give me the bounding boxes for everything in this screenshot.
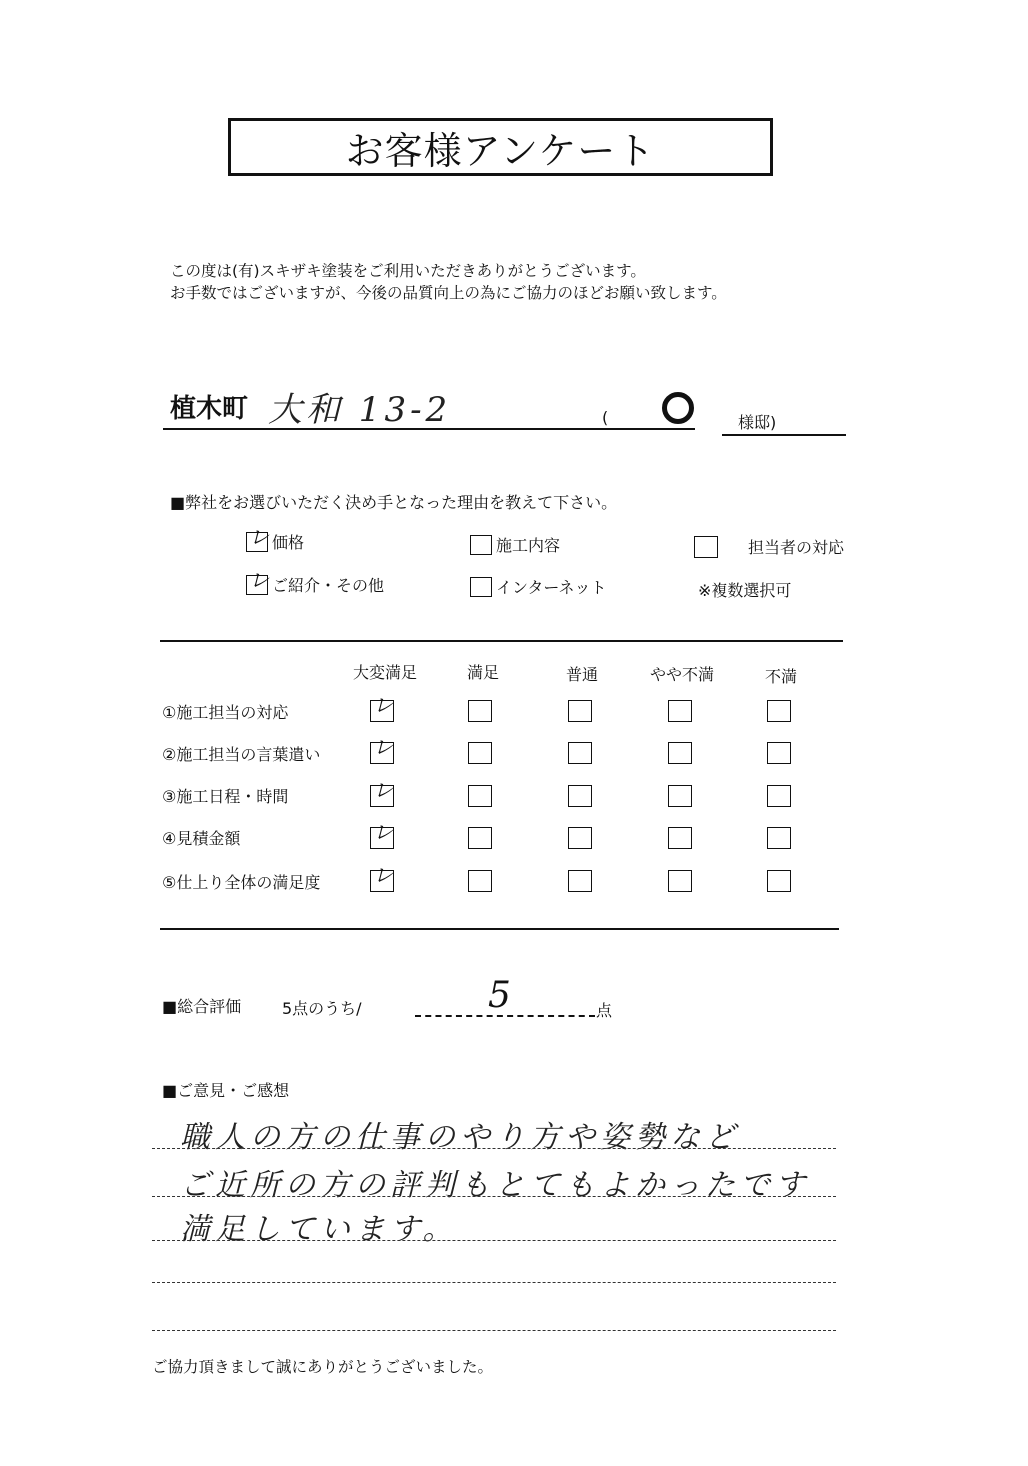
satisfaction-checkbox[interactable]: [668, 785, 692, 807]
survey-title: お客様アンケート: [228, 118, 773, 176]
satisfaction-checkbox[interactable]: [568, 785, 592, 807]
reason-option-internet[interactable]: [470, 575, 607, 598]
reason-option-price[interactable]: [246, 524, 305, 553]
satisfaction-checkbox[interactable]: [568, 742, 592, 764]
satisfaction-checkbox[interactable]: [370, 863, 394, 892]
address-handwritten[interactable]: 大和 13-2: [268, 390, 452, 430]
satisfaction-checkbox[interactable]: [468, 700, 492, 722]
satisfaction-checkbox[interactable]: [767, 700, 791, 722]
reasons-heading: ■弊社をお選びいただく決め手となった理由を教えて下さい。: [170, 493, 618, 512]
check-mark: レ: [373, 863, 393, 887]
comment-rule-3: [152, 1240, 836, 1241]
comment-line-2[interactable]: ご近所の方の評判もとてもよかったです: [180, 1168, 810, 1203]
satisfaction-checkbox[interactable]: [668, 700, 692, 722]
satisfaction-checkbox[interactable]: [668, 742, 692, 764]
thank-you-footer: ご協力頂きまして誠にありがとうございました。: [152, 1358, 494, 1376]
check-mark: レ: [373, 820, 393, 844]
name-paren-open: (: [602, 408, 609, 427]
row-label-finish: ⑤仕上り全体の満足度: [162, 873, 321, 892]
satisfaction-checkbox[interactable]: [568, 827, 592, 849]
satisfaction-checkbox[interactable]: [767, 870, 791, 892]
comment-rule-4: [152, 1282, 836, 1283]
row-label-staff-language: ②施工担当の言葉遣い: [162, 745, 321, 764]
reason-option-staff[interactable]: [694, 535, 844, 558]
satisfaction-checkbox[interactable]: [568, 870, 592, 892]
reason-option-referral[interactable]: [246, 567, 385, 596]
reason-checkbox-price[interactable]: [246, 524, 269, 552]
name-suffix: 様邸): [738, 413, 777, 432]
satisfaction-checkbox[interactable]: [668, 827, 692, 849]
overall-scale: 5点のうち/: [282, 999, 362, 1018]
comment-rule-5: [152, 1330, 836, 1331]
row-label-estimate: ④見積金額: [162, 829, 241, 848]
name-suffix-underline: [722, 434, 846, 436]
comment-line-1[interactable]: 職人の方の仕事のやり方や姿勢など: [180, 1120, 740, 1155]
comment-rule-2: [152, 1196, 836, 1197]
satisfaction-checkbox[interactable]: [568, 700, 592, 722]
overall-heading: ■総合評価: [162, 997, 242, 1016]
address-label: 植木町: [170, 394, 249, 424]
satisfaction-checkbox[interactable]: [468, 870, 492, 892]
check-mark: レ: [373, 735, 393, 759]
satisfaction-checkbox[interactable]: [767, 785, 791, 807]
satisfaction-checkbox[interactable]: [370, 820, 394, 849]
col-dissatisfied: 不満: [764, 667, 797, 686]
name-circle-mark: [662, 392, 694, 424]
satisfaction-checkbox[interactable]: [370, 778, 394, 807]
reason-label-price: 価格: [272, 533, 305, 552]
intro-line-2: お手数ではございますが、今後の品質向上の為にご協力のほどお願い致します。: [170, 284, 727, 302]
reason-label-referral: ご紹介・その他: [272, 576, 385, 595]
intro-line-1: この度は(有)スキザキ塗装をご利用いただきありがとうございます。: [170, 262, 646, 280]
multiple-choice-note: ※複数選択可: [698, 581, 792, 600]
comment-rule-1: [152, 1148, 836, 1149]
satisfaction-checkbox[interactable]: [468, 742, 492, 764]
reason-checkbox-work[interactable]: [470, 535, 492, 555]
score-underline: [415, 1015, 595, 1017]
check-mark: レ: [373, 693, 393, 717]
overall-score[interactable]: 5: [488, 975, 511, 1016]
reason-checkbox-referral[interactable]: [246, 567, 269, 595]
reason-checkbox-internet[interactable]: [470, 577, 492, 597]
satisfaction-checkbox[interactable]: [668, 870, 692, 892]
check-mark: レ: [249, 567, 269, 592]
divider-bottom: [160, 928, 839, 930]
comments-heading: ■ご意見・ご感想: [162, 1081, 290, 1100]
satisfaction-checkbox[interactable]: [370, 693, 394, 722]
reason-checkbox-staff[interactable]: [694, 536, 718, 558]
satisfaction-checkbox[interactable]: [370, 735, 394, 764]
satisfaction-checkbox[interactable]: [767, 827, 791, 849]
satisfaction-checkbox[interactable]: [468, 785, 492, 807]
address-underline: [163, 428, 695, 430]
reason-option-work[interactable]: [470, 533, 560, 556]
row-label-staff-response: ①施工担当の対応: [162, 703, 289, 722]
col-very-satisfied: 大変満足: [352, 663, 417, 682]
col-somewhat-dissatisfied: やや不満: [649, 665, 714, 684]
divider-top: [160, 640, 843, 642]
reason-label-work: 施工内容: [496, 536, 561, 555]
satisfaction-checkbox[interactable]: [468, 827, 492, 849]
overall-unit: 点: [596, 1001, 613, 1020]
comment-line-3[interactable]: 満足しています。: [180, 1212, 458, 1247]
check-mark: レ: [373, 778, 393, 802]
check-mark: レ: [249, 524, 269, 549]
satisfaction-checkbox[interactable]: [767, 742, 791, 764]
col-satisfied: 満足: [466, 663, 499, 682]
reason-label-staff: 担当者の対応: [748, 538, 845, 557]
col-normal: 普通: [565, 665, 598, 684]
row-label-schedule: ③施工日程・時間: [162, 787, 289, 806]
reason-label-internet: インターネット: [496, 578, 607, 597]
intro-text: [170, 260, 727, 304]
